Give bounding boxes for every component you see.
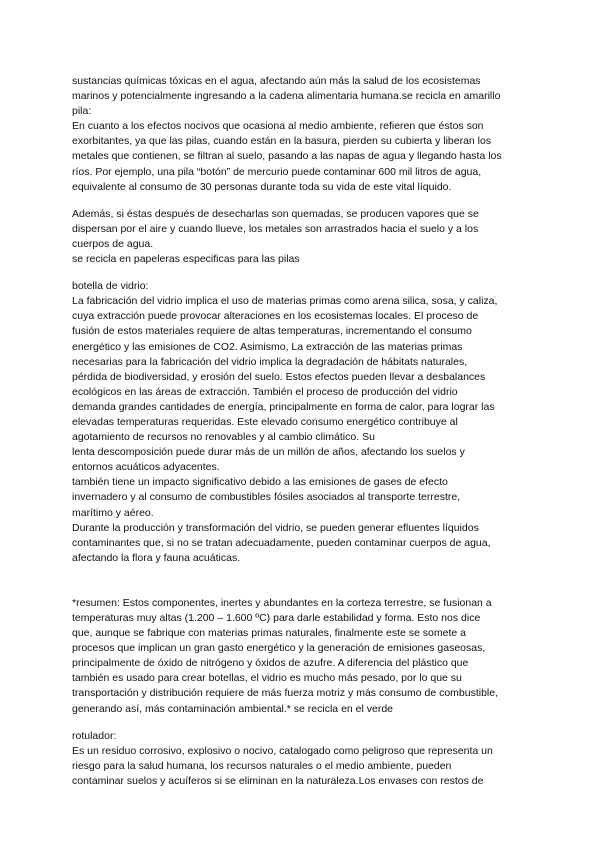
text-line: entornos acuáticos adyacentes. — [72, 461, 220, 474]
text-line: procesos que implican un gran gasto energético y la generación de emisiones gaseosas, — [72, 642, 486, 655]
text-line: principalmente de óxido de nitrógeno y óxidos de azufre. A diferencia del plástico que — [72, 657, 469, 670]
text-line: temperaturas muy altas (1.200 – 1.600 ºC) para darle estabilidad y forma. Esto nos dice — [72, 612, 481, 624]
text-line: Es un residuo corrosivo, explosivo o nocivo, catalogado como peligroso que representa un — [72, 744, 493, 757]
text-line: Durante la producción y transformación del vidrio, se pueden generar efluentes líquidos — [72, 521, 479, 534]
text-line: fusión de estos materiales requiere de altas temperaturas, incrementando el consumo — [72, 325, 472, 338]
section-gap — [72, 566, 542, 596]
paragraph-gap — [72, 267, 542, 279]
text-line: En cuanto a los efectos nocivos que ocasiona al medio ambiente, refieren que éstos son — [72, 120, 484, 133]
text-line: cuerpos de agua. — [72, 237, 154, 250]
text-line: pérdida de biodiversidad, y erosión del suelo. Estos efectos pueden llevar a desbalances — [72, 370, 486, 383]
text-line: cuya extracción puede provocar alteraciones en los ecosistemas locales. El proceso de — [72, 310, 479, 323]
text-line: equivalente al consumo de 30 personas durante toda su vida de este vital líquido. — [72, 180, 452, 193]
paragraph-gap — [72, 195, 542, 207]
text-line: La fabricación del vidrio implica el uso de materias primas como arena silica, sosa, y caliza, — [72, 295, 498, 308]
text-line: agotamiento de recursos no renovables y al cambio climático. Su — [72, 431, 375, 444]
text-line: exorbitantes, ya que las pilas, cuando están en la basura, pierden su cubierta y liberan los — [72, 135, 492, 148]
text-line: demanda grandes cantidades de energía, principalmente en forma de calor, para lograr las — [72, 400, 495, 413]
text-line: ecológicos en las áreas de extracción. También el proceso de producción del vidrio — [72, 385, 458, 398]
text-line: transportación y distribución requiere de más fuerza motriz y más consumo de combustible, — [72, 687, 499, 700]
text-line: Además, si éstas después de desecharlas son quemadas, se producen vapores que se — [72, 207, 479, 220]
text-line: se recicla en papeleras especificas para las pilas — [72, 253, 300, 266]
text-line: energético y las emisiones de CO2. Asimismo, La extracción de las materias primas — [72, 340, 463, 353]
text-line: botella de vidrio: — [72, 280, 149, 293]
paragraph-gap — [72, 717, 542, 729]
text-line: ríos. Por ejemplo, una pila “botón” de mercurio puede contaminar 600 mil litros de agua, — [72, 165, 482, 178]
text-line: también es usado para crear botellas, el vidrio es mucho más pesado, por lo que su — [72, 672, 462, 685]
text-line: sustancias químicas tóxicas en el agua, afectando aún más la salud de los ecosistemas — [72, 75, 481, 87]
document-text — [72, 74, 542, 789]
text-line: pila: — [72, 105, 92, 118]
text-line: dispersan por el aire y cuando llueve, los metales son arrastrados hacia el suelo y a los — [72, 222, 479, 235]
text-line: afectando la flora y fauna acuáticas. — [72, 551, 241, 564]
text-line: que, aunque se fabrique con materias primas naturales, finalmente este se somete a — [72, 627, 466, 640]
text-line: también tiene un impacto significativo debido a las emisiones de gases de efecto — [72, 476, 448, 489]
text-line: marítimo y aéreo. — [72, 506, 154, 519]
text-line: contaminar suelos y acuíferos si se eliminan en la naturaleza.Los envases con restos de — [72, 774, 484, 787]
text-line: contaminantes que, si no se tratan adecuadamente, pueden contaminar cuerpos de agua, — [72, 536, 491, 549]
text-line: rotulador: — [72, 729, 117, 742]
text-line: lenta descomposición puede durar más de un millón de años, afectando los suelos y — [72, 446, 465, 459]
text-line: *resumen: Estos componentes, inertes y abundantes en la corteza terrestre, se fusionan a — [72, 596, 492, 609]
text-line: riesgo para la salud humana, los recursos naturales o el medio ambiente, pueden — [72, 759, 452, 772]
text-line: invernadero y al consumo de combustibles fósiles asociados al transporte terrestre, — [72, 491, 461, 504]
text-line: marinos y potencialmente ingresando a la cadena alimentaria humana.se recicla en amarillo — [72, 90, 501, 103]
text-line: metales que contienen, se filtran al suelo, pasando a las napas de agua y llegando hasta los — [72, 150, 502, 163]
text-line: generando así, más contaminación ambiental.* se recicla en el verde — [72, 702, 394, 715]
text-line: necesarias para la fabricación del vidrio implica la degradación de hábitats naturales, — [72, 355, 468, 368]
text-line: elevadas temperaturas requeridas. Este elevado consumo energético contribuye al — [72, 415, 458, 428]
